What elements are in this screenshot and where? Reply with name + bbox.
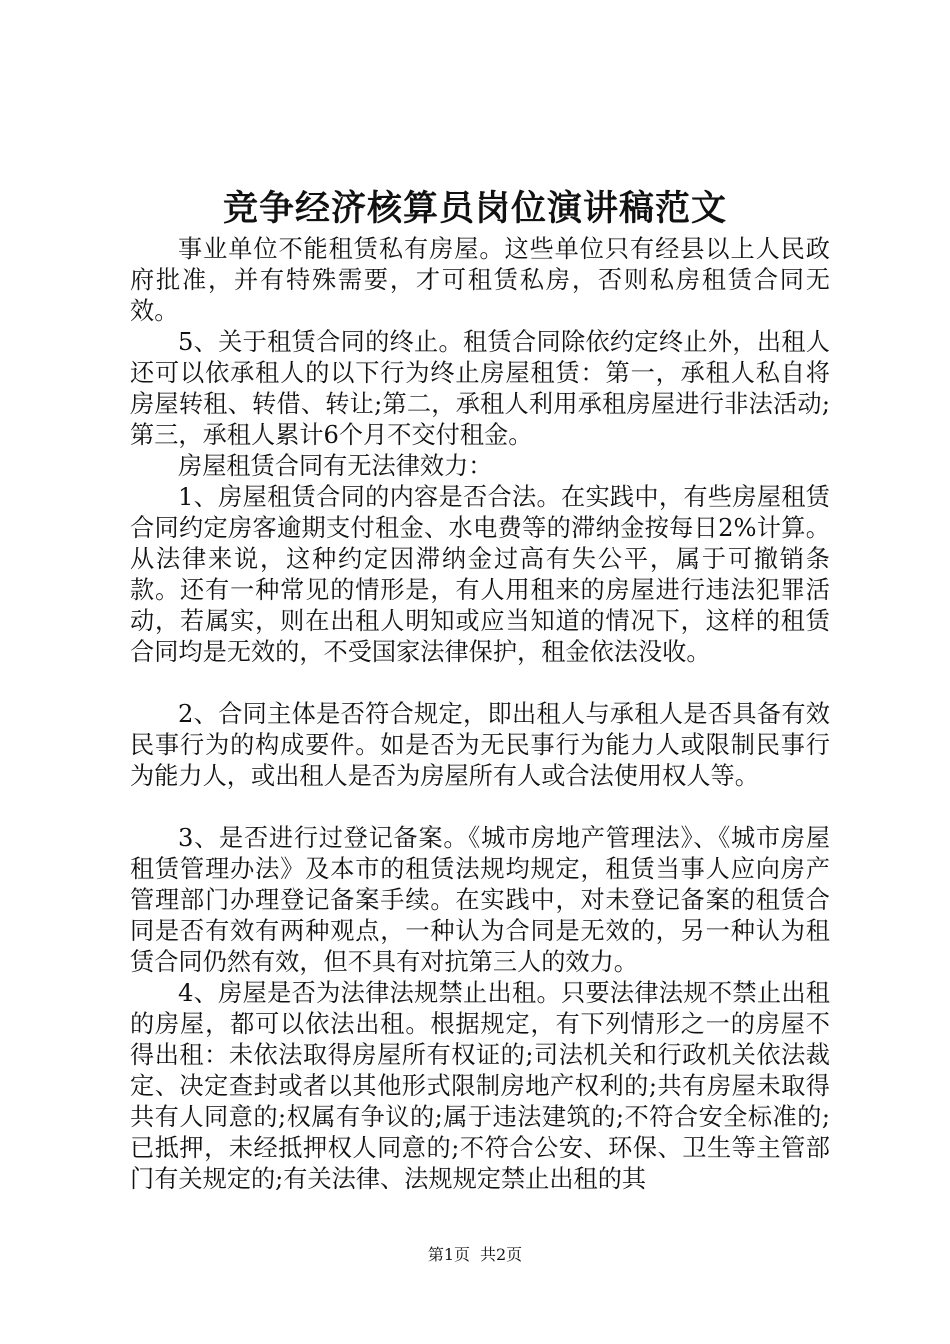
paragraph-5: 2、合同主体是否符合规定，即出租人与承租人是否具备有效民事行为的构成要件。如是否为无民事行为能力人或限制民事行为能力人，或出租人是否为房屋所有人或合法使用权人等。 xyxy=(130,700,830,790)
paragraph-6: 3、是否进行过登记备案。《城市房地产管理法》、《城市房屋租赁管理办法》及本市的租赁法规均规定，租赁当事人应向房产管理部门办理登记备案手续。在实践中，对未登记备案的租赁合同是否有效有两种观点，一种认为合同是无效的，另一种认为租赁合同仍然有效，但不具有对抗第三人的效力。 xyxy=(130,824,830,976)
page-number: 第1页 xyxy=(427,1245,470,1264)
paragraph-4: 1、房屋租赁合同的内容是否合法。在实践中，有些房屋租赁合同约定房客逾期支付租金、水电费等的滞纳金按每日2%计算。从法律来说，这种约定因滞纳金过高有失公平，属于可撤销条款。还有一种常见的情形是，有人用租来的房屋进行违法犯罪活动，若属实，则在出租人明知或应当知道的情况下，这样的租赁合同均是无效的，不受国家法律保护，租金依法没收。 xyxy=(130,483,830,666)
paragraph-1: 事业单位不能租赁私有房屋。这些单位只有经县以上人民政府批准，并有特殊需要，才可租赁私房，否则私房租赁合同无效。 xyxy=(130,235,830,325)
document-title: 竞争经济核算员岗位演讲稿范文 xyxy=(222,188,727,229)
paragraph-2: 5、关于租赁合同的终止。租赁合同除依约定终止外，出租人还可以依承租人的以下行为终止房屋租赁：第一，承租人私自将房屋转租、转借、转让;第二，承租人利用承租房屋进行非法活动;第三，承租人累计6个月不交付租金。 xyxy=(130,328,830,449)
page-footer xyxy=(0,1244,950,1266)
page-total: 共2页 xyxy=(480,1245,523,1264)
paragraph-7: 4、房屋是否为法律法规禁止出租。只要法律法规不禁止出租的房屋，都可以依法出租。根据规定，有下列情形之一的房屋不得出租：未依法取得房屋所有权证的;司法机关和行政机关依法裁定、决定查封或者以其他形式限制房地产权利的;共有房屋未取得共有人同意的;权属有争议的;属于违法建筑的;不符合安全标准的;已抵押，未经抵押权人同意的;不符合公安、环保、卫生等主管部门有关规定的;有关法律、法规规定禁止出租的其 xyxy=(130,979,830,1193)
paragraph-3: 房屋租赁合同有无法律效力： xyxy=(178,452,493,480)
document-body xyxy=(130,234,830,1195)
